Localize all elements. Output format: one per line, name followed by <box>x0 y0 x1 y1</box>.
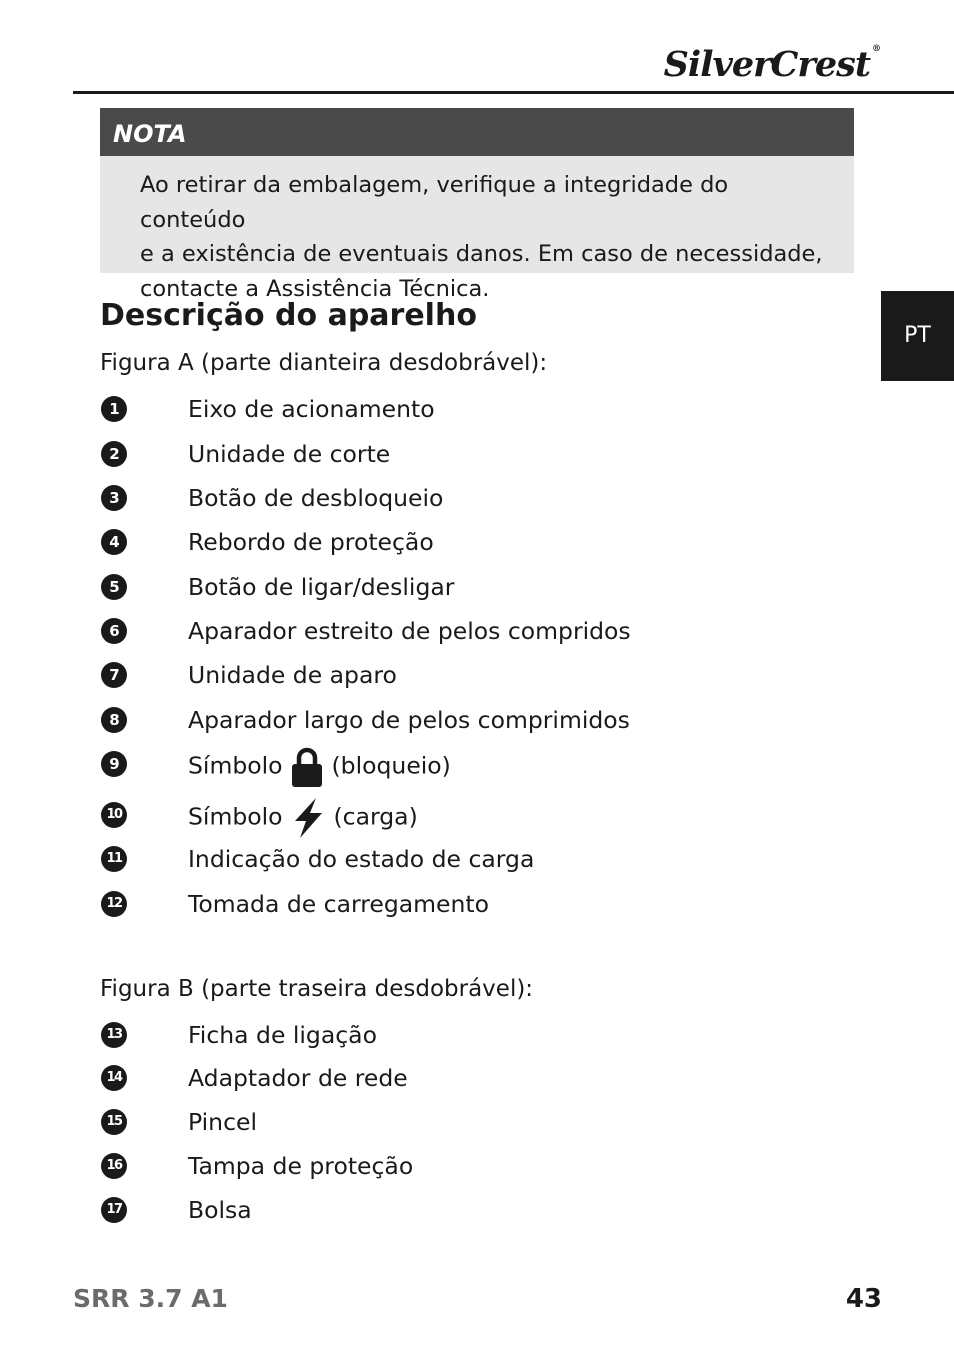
list-item <box>100 569 800 605</box>
note-line: e a existência de eventuais danos. Em caso de necessidade, <box>140 241 823 267</box>
item-label: Rebordo de proteção <box>188 528 434 556</box>
item-number: 12 <box>101 891 127 917</box>
list-item <box>100 1060 800 1096</box>
list-item <box>100 1104 800 1140</box>
item-label: Pincel <box>188 1108 257 1136</box>
item-number: 10 <box>101 802 127 828</box>
list-item <box>100 524 800 560</box>
item-number: 13 <box>101 1022 127 1048</box>
lightning-bolt-icon <box>290 797 326 839</box>
note-title: NOTA <box>100 108 854 156</box>
item-number: 4 <box>101 529 127 555</box>
item-label: Botão de ligar/desligar <box>188 573 455 601</box>
item-label: Aparador estreito de pelos compridos <box>188 617 631 645</box>
list-item <box>100 1192 800 1228</box>
note-line: Ao retirar da embalagem, verifique a integridade do conteúdo <box>140 172 729 233</box>
lock-icon <box>290 746 324 788</box>
item-label: Eixo de acionamento <box>188 395 435 423</box>
item-number: 1 <box>101 396 127 422</box>
item-label: Unidade de corte <box>188 440 391 468</box>
section-heading: Descrição do aparelho <box>100 298 477 333</box>
item-number: 9 <box>101 751 127 777</box>
figure-b-caption: Figura B (parte traseira desdobrável): <box>100 976 534 1002</box>
item-label: Símbolo (bloqueio) <box>188 746 451 788</box>
list-item <box>100 841 800 877</box>
item-label: Aparador largo de pelos comprimidos <box>188 706 630 734</box>
item-label: Unidade de aparo <box>188 661 397 689</box>
item-number: 14 <box>101 1065 127 1091</box>
item-number: 2 <box>101 441 127 467</box>
item-number: 8 <box>101 707 127 733</box>
page-number: 43 <box>845 1284 882 1314</box>
list-item <box>100 797 800 833</box>
item-number: 15 <box>101 1109 127 1135</box>
list-item <box>100 1017 800 1053</box>
list-item <box>100 391 800 427</box>
item-label: Adaptador de rede <box>188 1064 408 1092</box>
figure-a-caption: Figura A (parte dianteira desdobrável): <box>100 350 548 376</box>
item-number: 6 <box>101 618 127 644</box>
item-label: Botão de desbloqueio <box>188 484 444 512</box>
list-item <box>100 480 800 516</box>
item-number: 17 <box>101 1197 127 1223</box>
item-label: Bolsa <box>188 1196 252 1224</box>
list-item <box>100 436 800 472</box>
item-label: Ficha de ligação <box>188 1021 377 1049</box>
list-item <box>100 746 800 782</box>
item-label: Tomada de carregamento <box>188 890 489 918</box>
model-number: SRR 3.7 A1 <box>73 1284 228 1313</box>
language-tab: PT <box>881 291 954 381</box>
brand-logo: SilverCrest ® <box>663 44 880 85</box>
item-number: 7 <box>101 662 127 688</box>
item-label: Símbolo (carga) <box>188 797 418 839</box>
note-body <box>100 156 854 302</box>
item-label: Indicação do estado de carga <box>188 845 535 873</box>
registered-mark: ® <box>872 44 880 54</box>
list-item <box>100 613 800 649</box>
list-item <box>100 657 800 693</box>
list-item <box>100 1148 800 1184</box>
item-number: 5 <box>101 574 127 600</box>
list-item <box>100 886 800 922</box>
item-number: 3 <box>101 485 127 511</box>
header-rule <box>73 91 954 94</box>
list-item <box>100 702 800 738</box>
item-number: 16 <box>101 1153 127 1179</box>
item-label: Tampa de proteção <box>188 1152 414 1180</box>
item-number: 11 <box>101 846 127 872</box>
note-line: contacte a Assistência Técnica. <box>140 275 490 302</box>
